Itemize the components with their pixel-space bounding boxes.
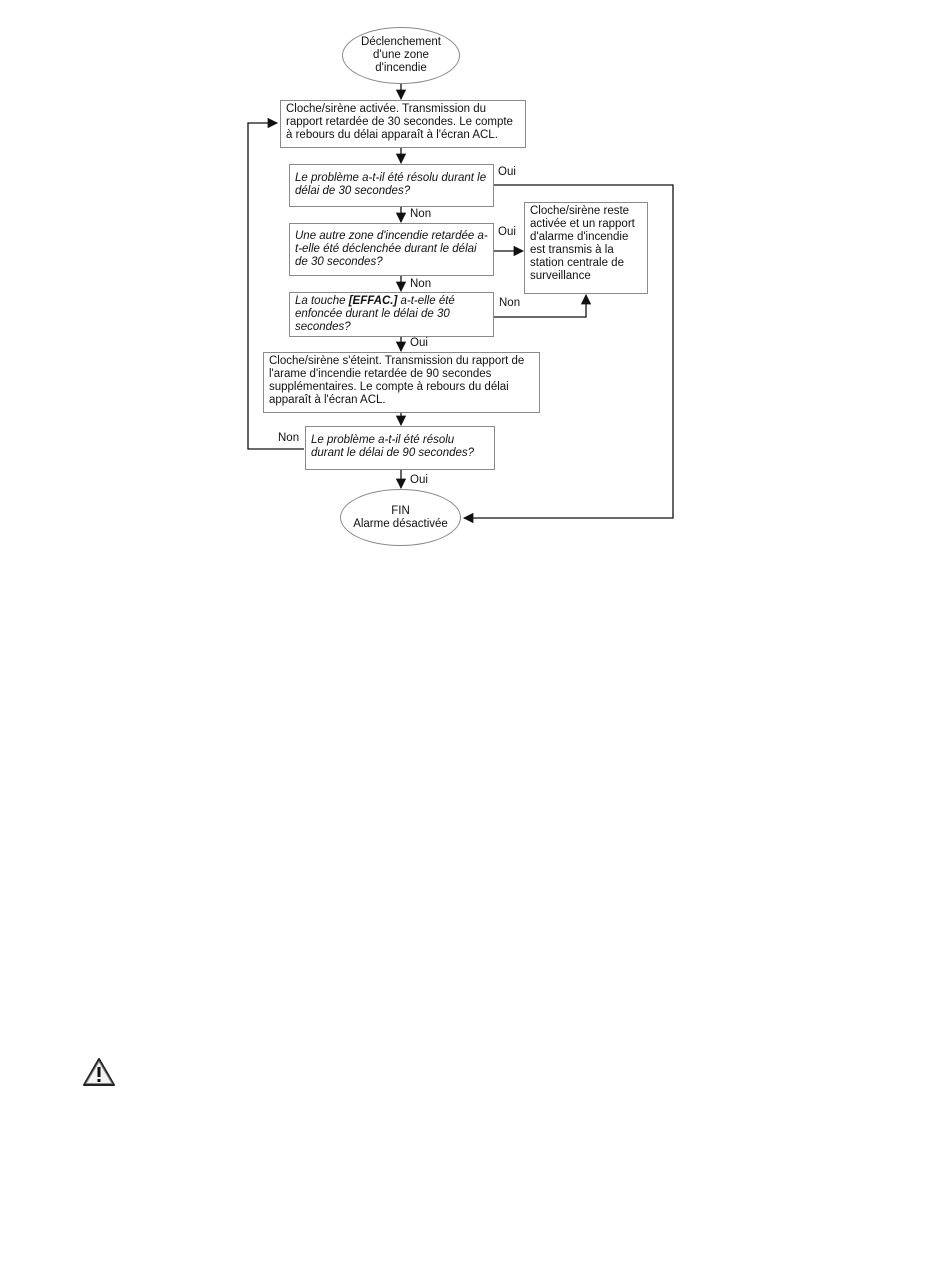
label-yes-q90: Oui xyxy=(410,474,428,486)
label-yes-other-zone: Oui xyxy=(498,226,516,238)
end-line-1: FIN xyxy=(391,504,410,517)
step-alarm-report-sent-text: Cloche/sirène reste activée et un rapport d'alarme d'incendie est transmis à la station centrale de surveillance xyxy=(530,205,635,282)
start-line-3: d'incendie xyxy=(375,62,427,74)
question-resolved-90s-text: Le problème a-t-il été résolu durant le délai de 90 secondes? xyxy=(311,434,475,459)
step-bell-silenced xyxy=(263,352,540,413)
effac-key-label: [EFFAC.] xyxy=(348,295,398,307)
question-resolved-30s xyxy=(289,164,494,207)
question-other-zone-text: Une autre zone d'incendie retardée a-t-elle été déclenchée durant le délai de 30 secondes? xyxy=(295,230,488,268)
end-node xyxy=(340,489,461,546)
label-no-other-zone: Non xyxy=(410,278,432,290)
question-effac-prefix: La touche xyxy=(295,295,349,307)
start-line-2: d'une zone xyxy=(373,49,429,61)
question-effac-suffix: a-t-elle été enfoncée durant le délai de 30 secondes? xyxy=(295,295,455,333)
end-line-2: Alarme désactivée xyxy=(353,517,448,530)
label-no-effac: Non xyxy=(499,297,521,309)
start-node xyxy=(342,27,460,84)
label-yes-effac: Oui xyxy=(410,337,428,349)
question-effac-key xyxy=(289,292,494,337)
warning-triangle-icon xyxy=(82,1057,116,1087)
label-no-q90: Non xyxy=(278,432,300,444)
question-resolved-30s-text: Le problème a-t-il été résolu durant le délai de 30 secondes? xyxy=(295,172,487,197)
step-bell-activated xyxy=(280,100,526,148)
label-no-q30: Non xyxy=(410,208,432,220)
label-yes-q30: Oui xyxy=(498,166,516,178)
question-resolved-90s xyxy=(305,426,495,470)
step-alarm-report-sent xyxy=(524,202,648,294)
step-bell-activated-text: Cloche/sirène activée. Transmission du rapport retardée de 30 secondes. Le compte à rebours du délai apparaît à l'écran ACL. xyxy=(286,103,513,141)
question-other-zone xyxy=(289,223,494,276)
start-line-1: Déclenchement xyxy=(361,36,441,48)
step-bell-silenced-text: Cloche/sirène s'éteint. Transmission du rapport de l'arame d'incendie retardée de 90 secondes supplémentaires. Le compte à rebours du délai apparaît à l'écran ACL. xyxy=(269,355,525,406)
